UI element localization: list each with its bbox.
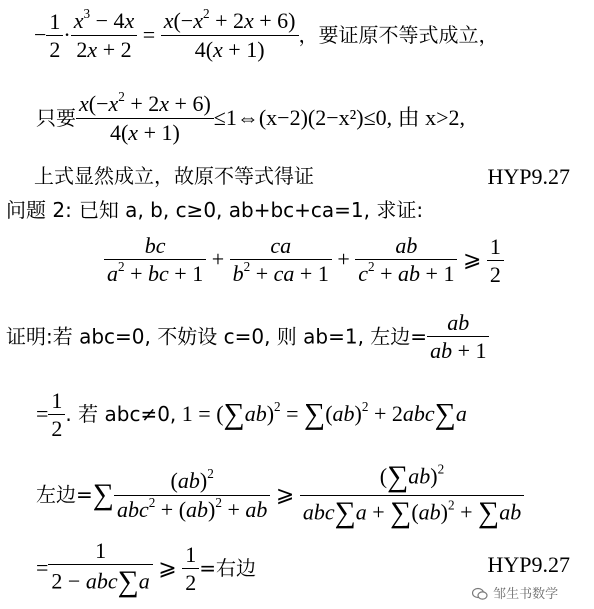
fraction-condition: $\frac{x(-x^2 + 2x + 6)}{4(x + 1)}$ <box>76 93 214 145</box>
term-bc: $\frac{bc}{a^2 + bc + 1}$ <box>104 235 206 286</box>
source-tag-1: HYP9.27 <box>487 164 570 189</box>
final-line: = $\frac{1}{\text{2 − abc∑a}}$ ⩾ $\frac{1}{2}$ =右边 HYP9.27 <box>36 538 570 598</box>
fraction-factored: $\frac{x(-x^2 + 2x + 6)}{4(x + 1)}$ <box>161 10 299 62</box>
fraction-one-half: $\frac{1}{2}$ <box>487 236 504 286</box>
fraction-one-half: $\frac{1}{2}$ <box>46 11 63 61</box>
right-label: =右边 <box>199 555 256 580</box>
fraction-one-half: $\frac{1}{2}$ <box>182 544 199 594</box>
left-side-line: 左边=∑ $\frac{(ab)^2}{abc^2 + (ab)^2 + ab}$ ⩾ $\frac{(\sum ab)^2}{abc\sum a + \sum(ab)^2 + \sum ab}$ <box>36 463 524 528</box>
proof-intro-line <box>6 312 489 363</box>
source-tag-2: HYP9.27 <box>487 552 570 577</box>
fraction-cubic-over-linear: $\frac{x^3 - 4x}{2x + 2}$ <box>71 10 138 62</box>
problem-label: 问题 2: <box>6 198 72 222</box>
equation-line-2 <box>36 89 466 145</box>
case-text: . 若 abc≠0, <box>65 402 177 426</box>
fraction-one-half: $\frac{1}{2}$ <box>48 390 65 440</box>
term-ca: $\frac{ca}{b^2 + ca + 1}$ <box>230 235 332 286</box>
term-ab: $\frac{ab}{c^2 + ab + 1}$ <box>355 235 457 286</box>
case-line: = $\frac{1}{2}$ . 若 abc≠0, $1 = (\sum ab)^2 = \sum(ab)^2 + 2abc\sum a$ <box>36 388 467 441</box>
fraction-cauchy: $\frac{(\sum ab)^2}{abc\sum a + \sum(ab)^2 + \sum ab}$ <box>300 463 524 528</box>
conclusion-text: 上式显然成立，故原不等式得证 <box>34 164 314 188</box>
fraction-sum-term: $\frac{(ab)^2}{abc^2 + (ab)^2 + ab}$ <box>114 470 270 522</box>
fraction-ab-over-ab-plus-1: $\frac{ab}{ab + 1}$ <box>427 312 489 363</box>
line2-condition: ≤1⇔(x−2)(2−x²)≤0, 由 x>2, <box>213 105 466 130</box>
problem-text: 已知 a, b, c≥0, ab+bc+ca=1, 求证: <box>78 198 424 222</box>
equation-line-1: − $\frac{1}{2}$ · $\frac{x^3 - 4x}{2x + 2}$ = $\frac{x(-x^2 + 2x + 6)}{4(x + 1)}$ ，要证原不等式成立， <box>34 6 499 62</box>
text-line-3 <box>34 166 570 188</box>
watermark <box>472 583 558 602</box>
line1-text: ，要证原不等式成立， <box>298 23 499 47</box>
watermark-text: 邹生书数学 <box>493 587 559 602</box>
fraction-final: $\frac{1}{\text{2 − abc∑a}}$ <box>48 540 152 598</box>
problem-statement <box>6 200 423 222</box>
wechat-logo-icon <box>472 587 488 601</box>
proof-intro-text: 证明:若 abc=0, 不妨设 c=0, 则 ab=1, 左边= <box>6 324 428 349</box>
target-inequality: $\frac{bc}{a^2 + bc + 1}$ + $\frac{ca}{b^2 + ca + 1}$ + $\frac{ab}{c^2 + ab + 1}$ ⩾ $\frac{1}{2}$ <box>104 235 504 286</box>
line2-prefix: 只要 <box>36 106 76 130</box>
left-label: 左边= <box>36 482 93 507</box>
